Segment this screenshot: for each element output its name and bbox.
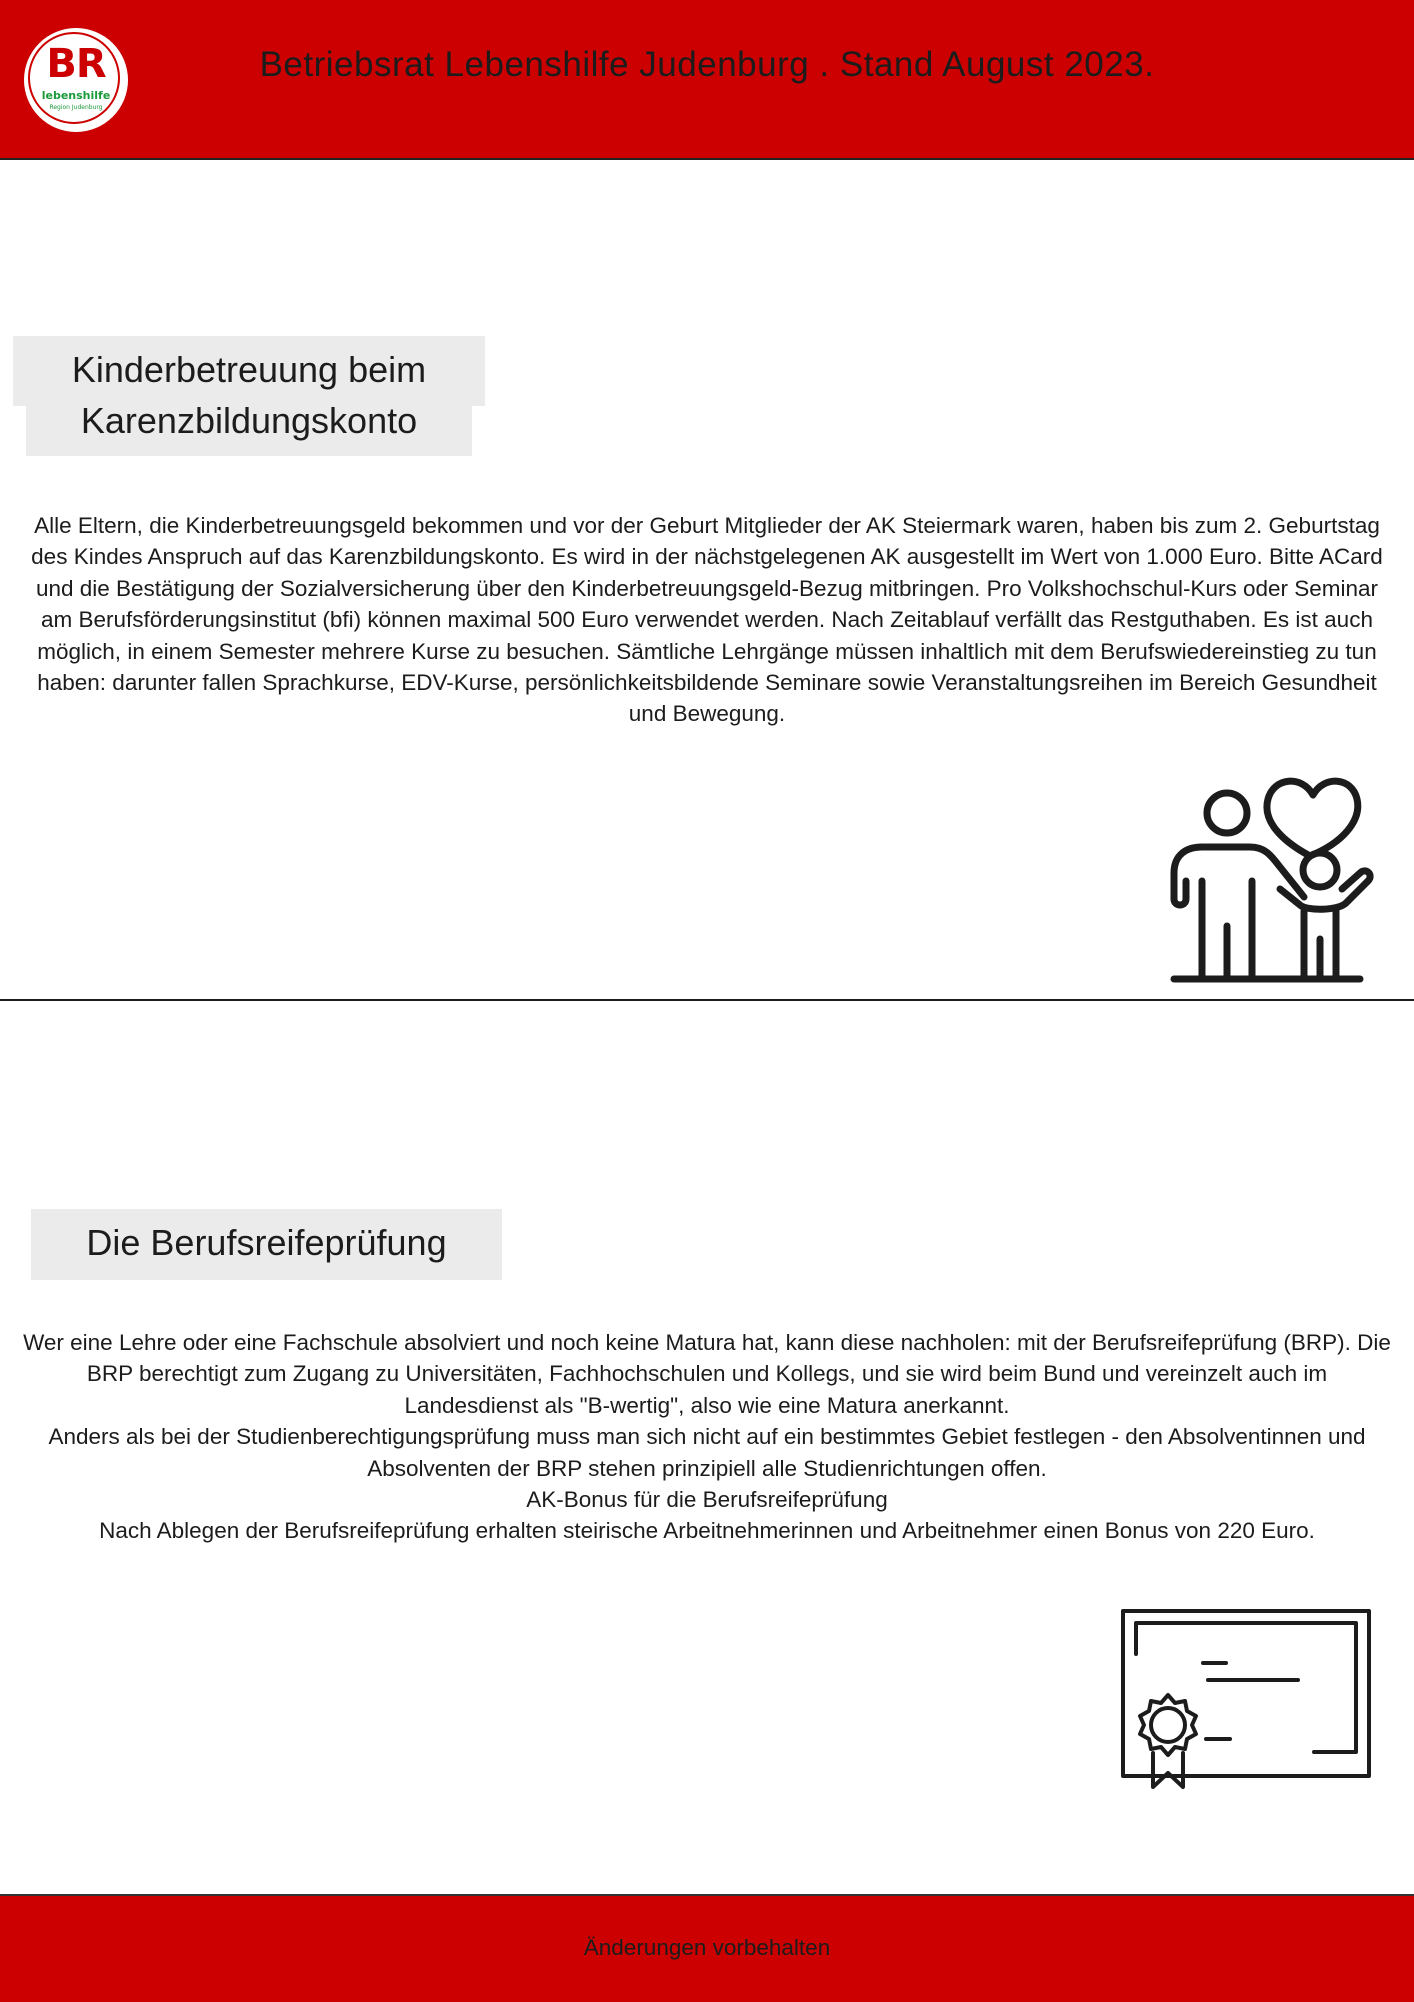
certificate-icon	[1118, 1607, 1374, 1793]
family-heart-icon	[1162, 771, 1384, 989]
br-lebenshilfe-logo	[24, 28, 128, 132]
paragraph: Nach Ablegen der Berufsreifeprüfung erhalten steirische Arbeitnehmerinnen und Arbeitnehmer einen Bonus von 220 Euro.	[99, 1518, 1315, 1544]
logo-subtitle: Region Judenburg	[49, 104, 103, 111]
section-divider	[0, 999, 1414, 1001]
page-header	[0, 0, 1414, 160]
paragraph: Wer eine Lehre oder eine Fachschule absolviert und noch keine Matura hat, kann diese nachholen: mit der Berufsreifeprüfung (BRP). Die BRP berechtigt zum Zugang zu Universitäten, Fachhochschulen und Kollegs, und sie wird beim Bund und vereinzelt auch im Landesdienst als "B-wertig", also wie eine Matura anerkannt.	[23, 1330, 1391, 1418]
paragraph: Alle Eltern, die Kinderbetreuungsgeld bekommen und vor der Geburt Mitglieder der AK Steiermark waren, haben bis zum 2. Geburtstag des Kindes Anspruch auf das Karenzbildungskonto. Es wird in der nächstgelegenen AK ausgestellt im Wert von 1.000 Euro. Bitte ACard und die Bestätigung der Sozialversicherung über den Kinderbetreuungsgeld-Bezug mitbringen. Pro Volkshochschul-Kurs oder Seminar am Berufsförderungsinstitut (bfi) können maximal 500 Euro verwendet werden. Nach Zeitablauf verfällt das Restguthaben. Es ist auch möglich, in einem Semester mehrere Kurse zu besuchen. Sämtliche Lehrgänge müssen inhaltlich mit dem Berufswiedereinstieg zu tun haben: darunter fallen Sprachkurse, EDV-Kurse, persönlichkeitsbildende Seminare sowie Veranstaltungsreihen im Bereich Gesundheit und Bewegung.	[31, 513, 1383, 727]
footer-text: Änderungen vorbehalten	[583, 1935, 831, 1960]
section-text-karenzbildungskonto	[20, 510, 1394, 730]
header-title: Betriebsrat Lebenshilfe Judenburg . Stand August 2023.	[259, 45, 1155, 84]
logo-letters: BR	[46, 41, 106, 87]
paragraph-subheading: AK-Bonus für die Berufsreifeprüfung	[526, 1487, 888, 1513]
logo-word: lebenshilfe	[41, 89, 111, 102]
section-heading-karenzbildungskonto: Kinderbetreuung beim Karenzbildungskonto	[71, 349, 427, 441]
paragraph: Anders als bei der Studienberechtigungsprüfung muss man sich nicht auf ein bestimmtes Gebiet festlegen - den Absolventinnen und Absolventen der BRP stehen prinzipiell alle Studienrichtungen offen.	[48, 1424, 1366, 1481]
section-text-berufsreifepruefung	[20, 1327, 1394, 1547]
section-heading-berufsreifepruefung: Die Berufsreifeprüfung	[86, 1222, 447, 1263]
page-footer	[0, 1894, 1414, 2002]
